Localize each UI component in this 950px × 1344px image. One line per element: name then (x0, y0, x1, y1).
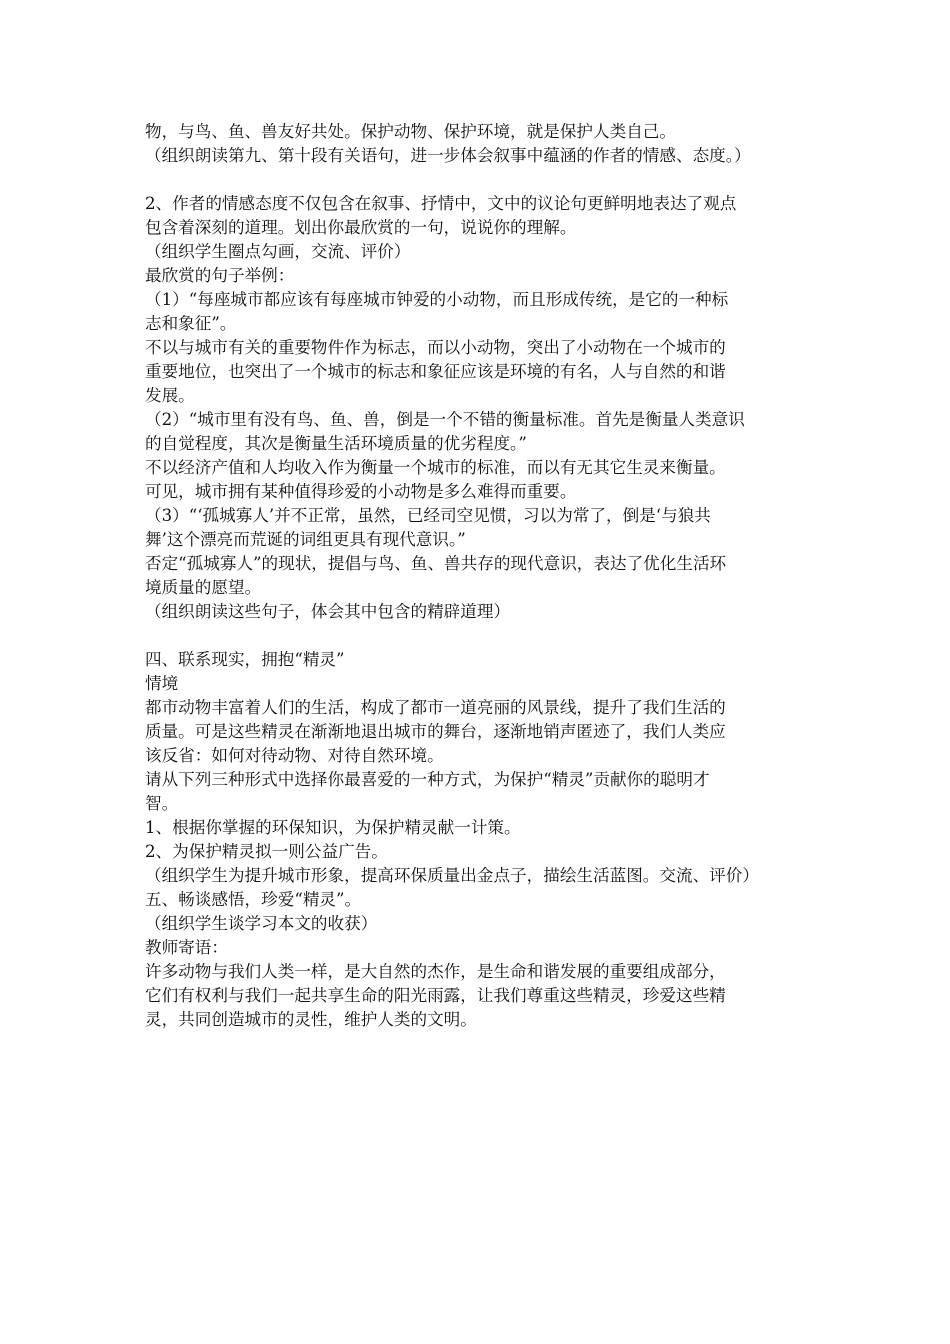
text-line: 物，与鸟、鱼、兽友好共处。保护动物、保护环境，就是保护人类自己。 (145, 122, 676, 141)
blank-line (145, 168, 810, 192)
text-line: 该反省：如何对待动物、对待自然环境。 (145, 746, 444, 765)
text-line: （组织朗读第九、第十段有关语句，进一步体会叙事中蕴涵的作者的情感、态度。） (145, 146, 751, 165)
text-line: 包含着深刻的道理。划出你最欣赏的一句，说说你的理解。 (145, 218, 577, 237)
text-line: （2）“城市里有没有鸟、鱼、兽，倒是一个不错的衡量标准。首先是衡量人类意识 (145, 410, 745, 429)
text-line: （3）“‘孤城寡人’并不正常，虽然，已经司空见惯，习以为常了，倒是‘与狼共 (145, 506, 711, 525)
document-page (145, 120, 810, 1032)
text-line: 的自觉程度，其次是衡量生活环境质量的优劣程度。” (145, 434, 527, 453)
blank-line (145, 624, 810, 648)
text-line: 请从下列三种形式中选择你最喜爱的一种方式，为保护“精灵”贡献你的聪明才 (145, 770, 710, 789)
text-line: 最欣赏的句子举例： (145, 266, 295, 285)
text-line: 重要地位，也突出了一个城市的标志和象征应该是环境的有名，人与自然的和谐 (145, 362, 726, 381)
text-line: 不以与城市有关的重要物件作为标志，而以小动物，突出了小动物在一个城市的 (145, 338, 726, 357)
text-line: （组织朗读这些句子，体会其中包含的精辟道理） (145, 602, 511, 621)
text-line: （组织学生为提升城市形象，提高环保质量出金点子，描绘生活蓝图。交流、评价） (145, 866, 759, 885)
text-line: 境质量的愿望。 (145, 578, 262, 597)
text-line: 灵，共同创造城市的灵性，维护人类的文明。 (145, 1010, 477, 1029)
section-heading: 五、畅谈感悟，珍爱“精灵”。 (145, 890, 362, 909)
text-line: 它们有权利与我们一起共享生命的阳光雨露，让我们尊重这些精灵，珍爱这些精 (145, 986, 726, 1005)
text-line: （组织学生谈学习本文的收获） (145, 914, 378, 933)
text-line: 可见，城市拥有某种值得珍爱的小动物是多么难得而重要。 (145, 482, 577, 501)
text-line: 智。 (145, 794, 179, 813)
text-line: 1、根据你掌握的环保知识，为保护精灵献一计策。 (145, 818, 521, 837)
text-line: 教师寄语： (145, 938, 228, 957)
text-line: 不以经济产值和人均收入作为衡量一个城市的标准，而以有无其它生灵来衡量。 (145, 458, 726, 477)
text-line: 志和象征”。 (145, 314, 237, 333)
text-line: 情境 (145, 674, 179, 693)
text-line: 都市动物丰富着人们的生活，构成了都市一道亮丽的风景线，提升了我们生活的 (145, 698, 726, 717)
text-line: 否定“孤城寡人”的现状，提倡与鸟、鱼、兽共存的现代意识，表达了优化生活环 (145, 554, 727, 573)
section-heading: 四、联系现实，拥抱“精灵” (145, 650, 345, 669)
text-line: 发展。 (145, 386, 195, 405)
text-line: 许多动物与我们人类一样，是大自然的杰作，是生命和谐发展的重要组成部分， (145, 962, 726, 981)
text-line: （1）“每座城市都应该有每座城市钟爱的小动物，而且形成传统，是它的一种标 (145, 290, 729, 309)
text-line: （组织学生圈点勾画，交流、评价） (145, 242, 411, 261)
text-line: 2、为保护精灵拟一则公益广告。 (145, 842, 388, 861)
text-line: 2、作者的情感态度不仅包含在叙事、抒情中，文中的议论句更鲜明地表达了观点 (145, 194, 737, 213)
text-line: 质量。可是这些精灵在渐渐地退出城市的舞台，逐渐地销声匿迹了，我们人类应 (145, 722, 726, 741)
text-line: 舞’这个漂亮而荒诞的词组更具有现代意识。” (145, 530, 466, 549)
